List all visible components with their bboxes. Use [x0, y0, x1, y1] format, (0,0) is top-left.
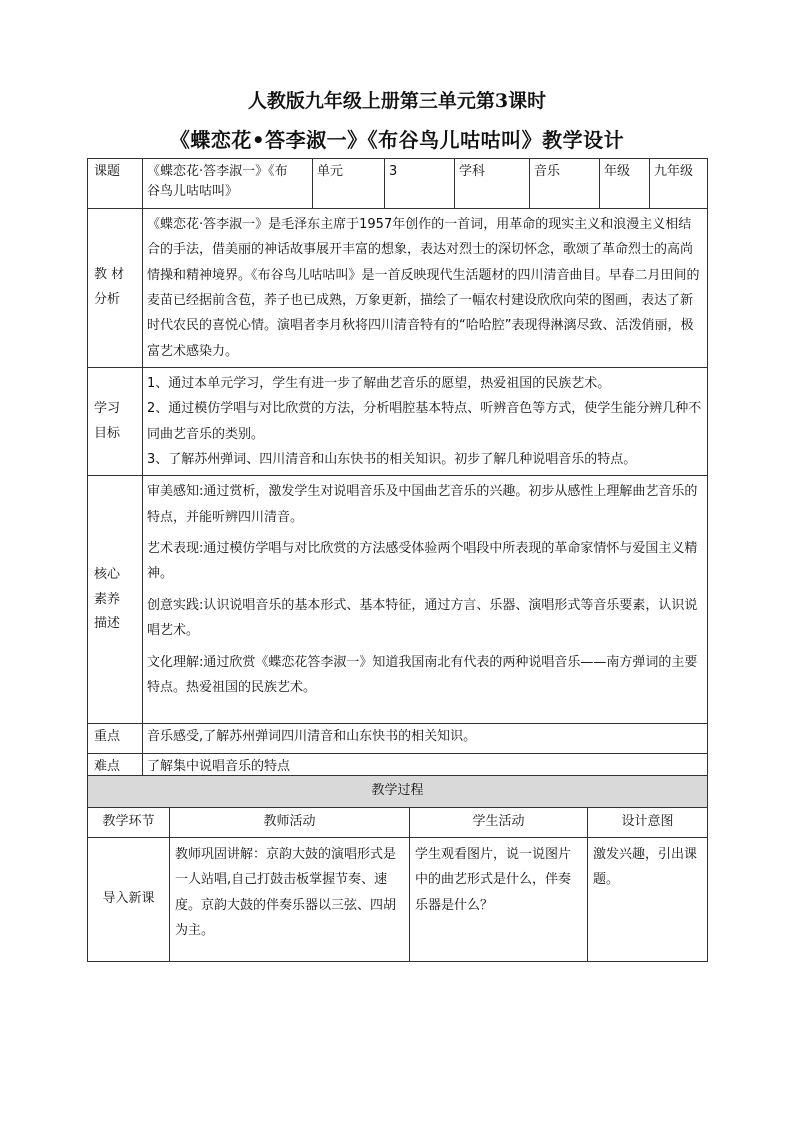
- topic-value-line2: 谷鸟儿咕咕叫》: [147, 184, 239, 200]
- goal-item: 3、了解苏州弹词、四川清音和山东快书的相关知识。初步了解几种说唱音乐的特点。: [147, 452, 637, 468]
- process-row-intro: [88, 838, 708, 962]
- goals-row: [88, 368, 708, 476]
- header-intent: 设计意图: [588, 808, 708, 838]
- core-label: 核心 素养 描述: [88, 476, 143, 724]
- core-row: [88, 476, 708, 724]
- process-title: 教学过程: [88, 776, 708, 808]
- unit-value: 3: [385, 159, 455, 209]
- core-item: 创意实践:认识说唱音乐的基本形式、基本特征，通过方言、乐器、演唱形式等音乐要素，认识说唱艺术。: [147, 597, 698, 639]
- header-student: 学生活动: [410, 808, 588, 838]
- process-header-row: [88, 808, 708, 838]
- material-row: [88, 209, 708, 368]
- material-label: 教 材 分析: [88, 209, 143, 368]
- grade-label: 年级: [600, 159, 650, 209]
- document-subtitle: 《蝶恋花•答李淑一》《布谷鸟儿咕咕叫》教学设计: [169, 128, 625, 152]
- subject-value: 音乐: [530, 159, 600, 209]
- difficult-label: 难点: [88, 754, 143, 782]
- key-label: 重点: [88, 724, 143, 754]
- subject-label: 学科: [455, 159, 530, 209]
- document-title: 人教版九年级上册第三单元第3课时: [247, 90, 547, 112]
- core-text: [143, 476, 708, 724]
- difficult-text: 了解集中说唱音乐的特点: [143, 754, 708, 782]
- student-activity: 学生观看图片，说一说图片中的曲艺形式是什么，伴奏乐器是什么？: [410, 838, 588, 962]
- core-item: 文化理解:通过欣赏《蝶恋花答李淑一》知道我国南北有代表的两种说唱音乐——南方弹词的主要特点。热爱祖国的民族艺术。: [147, 654, 698, 695]
- goal-item: 2、通过模仿学唱与对比欣赏的方法，分析唱腔基本特点、听辨音色等方式，使学生能分辨几种不同曲艺音乐的类别。: [147, 401, 702, 442]
- core-item: 艺术表现:通过模仿学唱与对比欣赏的方法感受体验两个唱段中所表现的革命家情怀与爱国主义精神。: [147, 541, 698, 582]
- key-row: [88, 724, 708, 754]
- goals-text: [143, 368, 708, 476]
- topic-value: [143, 159, 313, 209]
- stage-cell: 导入新课: [88, 838, 170, 962]
- grade-value: 九年级: [650, 159, 708, 209]
- core-item: 审美感知:通过赏析，激发学生对说唱音乐及中国曲艺音乐的兴趣。初步从感性上理解曲艺音乐的特点，并能听辨四川清音。: [147, 484, 698, 525]
- goals-label: 学习 目标: [88, 368, 143, 476]
- goal-item: 1、通过本单元学习，学生有进一步了解曲艺音乐的愿望，热爱祖国的民族艺术。: [147, 376, 611, 392]
- lesson-info-table: [87, 158, 708, 782]
- material-text: 《蝶恋花·答李淑一》是毛泽东主席于1957年创作的一首词，用革命的现实主义和浪漫主义相结合的手法，借美丽的神话故事展开丰富的想象，表达对烈士的深切怀念，歌颂了革命烈士的高尚情操和精神境界。《布谷鸟儿咕咕叫》是一首反映现代生活题材的四川清音曲目。早春二月田间的麦苗已经据前含苞，荞子也已成熟，万象更新，描绘了一幅农村建设欣欣向荣的图画，表达了新时代农民的喜悦心情。演唱者李月秋将四川清音特有的“哈哈腔”表现得淋漓尽致、活泼俏丽，极富艺术感染力。: [143, 209, 708, 368]
- teaching-process-table: [87, 775, 708, 962]
- topic-label: 课题: [88, 159, 143, 209]
- unit-label: 单元: [313, 159, 385, 209]
- topic-value-line1: 《蝶恋花·答李淑一》《布: [147, 164, 288, 179]
- key-text: 音乐感受,了解苏州弹词四川清音和山东快书的相关知识。: [143, 724, 708, 754]
- topic-row: [88, 159, 708, 209]
- process-title-row: [88, 776, 708, 808]
- design-intent: 激发兴趣，引出课题。: [588, 838, 708, 962]
- header-teacher: 教师活动: [170, 808, 410, 838]
- header-stage: 教学环节: [88, 808, 170, 838]
- teacher-activity: 教师巩固讲解：京韵大鼓的演唱形式是一人站唱,自己打鼓击板掌握节奏、速度。京韵大鼓的伴奏乐器以三弦、四胡为主。: [170, 838, 410, 962]
